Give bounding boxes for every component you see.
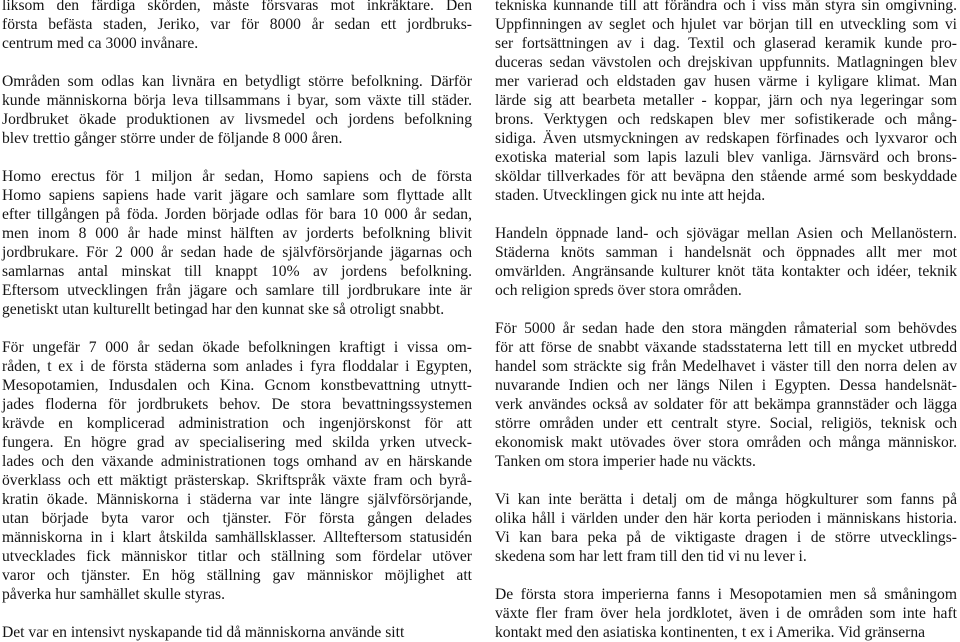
paragraph	[495, 319, 957, 471]
text-line: kunde människorna börja leva tillsammans i byar, som växte till städer.	[2, 92, 472, 109]
text-line: tekniska kunnande till att förändra och i viss mån styra sin omgivning.	[495, 0, 957, 14]
text-line: första befästa staden, Jeriko, var för 8000 år sedan ett jordbruks-	[2, 16, 472, 33]
text-line: Tanken om stora imperier hade nu väckts.	[495, 453, 756, 470]
text-line: handel som sträckte sig från Medelhavet i väster till den norra delen av	[495, 358, 957, 375]
paragraph	[2, 167, 472, 319]
paragraph	[2, 72, 472, 148]
text-line: överklass och ett mäktigt prästerskap. Skriftspråk växte fram och byrå-	[2, 472, 472, 489]
text-line: Städerna knöts samman i handelsnät och öppnades allt mer mot	[495, 244, 957, 261]
text-line: blev trettio gånger större under de följande 8 000 åren.	[2, 130, 343, 147]
text-line: varor och tjänster. En hög ställning gav människor möjlighet att	[2, 567, 472, 584]
paragraph-gap	[2, 319, 472, 338]
text-line: staden. Utvecklingen gick nu inte att hejda.	[495, 187, 766, 204]
right-text-column	[495, 0, 957, 642]
text-line: större områden under ett centralt styre. Social, religiös, teknisk och	[495, 415, 957, 432]
text-line: råden, t ex i de första städerna som anlades i fyra floddalar i Egypten,	[2, 358, 472, 375]
text-line: Homo erectus för 1 miljon år sedan, Homo sapiens och de första	[2, 168, 472, 185]
text-line: fungera. En högre grad av specialisering med skilda yrken utveck-	[2, 434, 472, 451]
text-line: omvärlden. Angränsande kulturer knöt täta kontakter och idéer, teknik	[495, 263, 957, 280]
left-text-column	[2, 0, 472, 642]
text-line: skedena som har lett fram till den tid vi nu lever i.	[495, 548, 807, 565]
paragraph-gap	[495, 566, 957, 585]
paragraph	[495, 490, 957, 566]
text-line: Uppfinningen av seglet och hjulet var början till en utveckling som vi	[495, 16, 957, 33]
text-line: nuvarande Indien och ner längs Nilen i Egypten. Dessa handelsnät-	[495, 377, 957, 394]
text-line: och religion spreds över stora områden.	[495, 282, 742, 299]
text-line: Vi kan inte berätta i detalj om de många högkulturer som fanns på	[495, 491, 957, 508]
text-line: centrum med ca 3000 invånare.	[2, 35, 199, 52]
text-line: Jordbruket ökade produktionen av livsmedel och jordens befolkning	[2, 111, 472, 128]
text-line: liksom den färdiga skörden, måste försvaras mot inkräktare. Den	[2, 0, 472, 14]
text-line: utan började byta varor och tjänster. För första gången delades	[2, 510, 472, 527]
paragraph-gap	[495, 300, 957, 319]
text-line: Homo sapiens sapiens hade varit jägare och samlare som flyttade allt	[2, 187, 472, 204]
paragraph-gap	[495, 471, 957, 490]
text-line: sköldar tillverkades för att beväpna den stående armé som beskyddade	[495, 168, 957, 185]
text-line: efter tillgången på föda. Jorden började odlas för bara 10 000 år sedan,	[2, 206, 472, 223]
text-line: För 5000 år sedan hade den stora mängden råmaterial som behövdes	[495, 320, 957, 337]
text-line: genetiskt utan kulturellt betingad har den kunnat ske så otroligt snabbt.	[2, 301, 445, 318]
text-line: kontakt med den asiatiska kontinenten, t ex i Amerika. Vid gränserna	[495, 624, 926, 641]
text-line: jordbrukare. För 2 000 år sedan hade de självförsörjande jägarnas och	[2, 244, 472, 261]
paragraph	[495, 0, 957, 205]
paragraph-gap	[2, 53, 472, 72]
text-line: ser fortsättningen av i dag. Textil och glaserad keramik kunde pro-	[495, 35, 957, 52]
text-line: Mesopotamien, Indusdalen och Kina. Gcnom konstbevattning utnytt-	[2, 377, 472, 394]
text-line: kratin ökade. Människorna i städerna var inte längre självförsörjande,	[2, 491, 472, 508]
text-line: påverka hur samhället skulle styras.	[2, 586, 226, 603]
text-line: sidiga. Även utsmyckningen av redskapen förfinades och lyxvaror och	[495, 130, 957, 147]
paragraph-gap	[495, 205, 957, 224]
paragraph-gap	[2, 604, 472, 623]
text-line: lades och den växande administrationen togs omhand av en härskande	[2, 453, 472, 470]
text-line: människorna in i klart åtskilda samhällsklasser. Allteftersom statusidén	[2, 529, 472, 546]
text-line: exotiska material som lapis lazuli blev vanliga. Järnsvärd och brons-	[495, 149, 957, 166]
text-line: utvecklades fick människor titlar och ställning som fördelar utöver	[2, 548, 472, 565]
text-line: Områden som odlas kan livnära en betydligt större befolkning. Därför	[2, 73, 472, 90]
text-line: men inom 8 000 år hade minst hälften av jorderts befolkning blivit	[2, 225, 472, 242]
text-line: verk användes också av soldater för att bekämpa grannstäder och lägga	[495, 396, 957, 413]
text-line: lärde sig att bearbeta metaller - koppar, järn och nya legeringar som	[495, 92, 957, 109]
text-line: Det var en intensivt nyskapande tid då människorna använde sitt	[2, 624, 405, 641]
text-line: brons. Verktygen och redskapen blev mer sofistikerade och mång-	[495, 111, 957, 128]
text-line: Vi kan bara peka på de viktigaste dragen i de större utvecklings-	[495, 529, 957, 546]
text-line: duceras sedan vävstolen och drejskivan uppfunnits. Matlagningen blev	[495, 54, 957, 71]
text-line: Eftersom utvecklingen från jägare och samlare till jordbrukare inte är	[2, 282, 472, 299]
paragraph	[495, 585, 957, 642]
text-line: Handeln öppnade land- och sjövägar mellan Asien och Mellanöstern.	[495, 225, 957, 242]
text-line: För ungefär 7 000 år sedan ökade befolkningen kraftigt i vissa om-	[2, 339, 472, 356]
text-line: växte fler fram över hela jordklotet, även i de områden som inte haft	[495, 605, 957, 622]
text-line: mer varierad och eldstaden gav husen värme i kyligare klimat. Man	[495, 73, 957, 90]
text-line: jades floderna för jordbrukets behov. De stora bevattningssystemen	[2, 396, 472, 413]
paragraph	[2, 623, 472, 642]
paragraph-gap	[2, 148, 472, 167]
text-line: för att förse de snabbt växande stadsstaterna lett till en mycket utbredd	[495, 339, 957, 356]
text-line: olika håll i världen under den här korta perioden i människans historia.	[495, 510, 957, 527]
text-line: De första stora imperierna fanns i Mesopotamien men så småningom	[495, 586, 957, 603]
paragraph	[2, 0, 472, 53]
text-line: samlarnas antal minskat till knappt 10% av jordens befolkning.	[2, 263, 472, 280]
text-line: ekonomisk makt utövades över stora områden och många människor.	[495, 434, 957, 451]
paragraph	[2, 338, 472, 604]
paragraph	[495, 224, 957, 300]
text-line: krävde en komplicerad administration och ingenjörskonst för att	[2, 415, 472, 432]
